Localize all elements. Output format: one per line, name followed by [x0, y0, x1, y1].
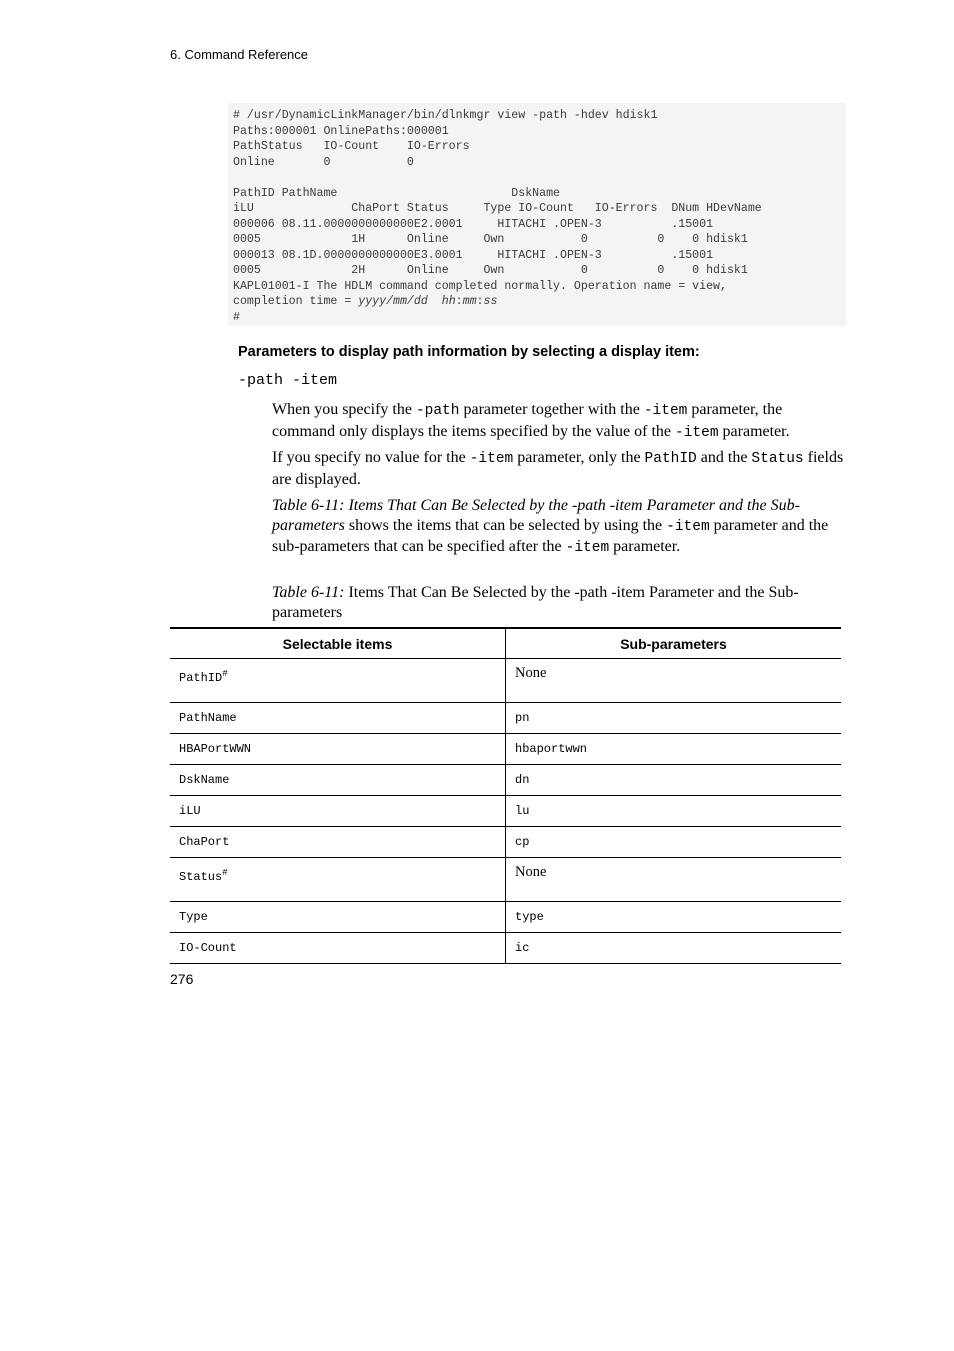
running-head: 6. Command Reference [170, 47, 309, 62]
example-line: # /usr/DynamicLinkManager/bin/dlnkmgr view -path -hdev hdisk1 [233, 109, 658, 122]
section-heading: Parameters to display path information by selecting a display item: [238, 344, 700, 360]
example-line: 000006 08.11.0000000000000E2.0001 HITACHI .OPEN-3 .15001 [233, 217, 714, 231]
footnote-mark: # [222, 669, 228, 679]
table-header-row [170, 628, 841, 659]
example-line: Paths:000001 OnlinePaths:000001 [233, 124, 449, 138]
column-header-selectable-items: Selectable items [170, 628, 506, 659]
sub-parameter-cell: None [506, 659, 842, 703]
table-caption-label: Table 6-11: [272, 584, 345, 601]
command-example-block [228, 103, 846, 326]
page-number: 276 [170, 971, 194, 987]
table-row [170, 827, 841, 858]
example-line: 000013 08.1D.0000000000000E3.0001 HITACHI .OPEN-3 .15001 [233, 248, 714, 262]
item-cell: Type [170, 902, 506, 933]
sub-parameter-cell: ic [506, 933, 842, 964]
completion-time-line: completion time = yyyy/mm/dd hh:mm:ss [233, 295, 498, 308]
table-row [170, 902, 841, 933]
table-row [170, 765, 841, 796]
example-line: PathID PathName DskName [233, 186, 560, 200]
example-line: PathStatus IO-Count IO-Errors [233, 140, 470, 153]
example-line: Online 0 0 [233, 155, 414, 169]
sub-parameter-cell: type [506, 902, 842, 933]
sub-parameter-cell: None [506, 858, 842, 902]
table-caption [272, 583, 847, 622]
column-header-sub-parameters: Sub-parameters [506, 628, 842, 659]
item-cell: Status# [170, 858, 506, 902]
table-row [170, 659, 841, 703]
item-cell: PathName [170, 703, 506, 734]
item-cell: HBAPortWWN [170, 734, 506, 765]
paragraph-table-reference: Table 6-11: Items That Can Be Selected by the -path -item Parameter and the Sub-parameters shows the items that can be selected by using the -item parameter and the sub-parameters that can be specified after the -item parameter. [272, 497, 829, 556]
item-cell: iLU [170, 796, 506, 827]
selectable-items-table [170, 627, 841, 964]
paragraph-default-fields: If you specify no value for the -item parameter, only the PathID and the Status fields are displayed. [272, 449, 844, 488]
sub-parameter-cell: cp [506, 827, 842, 858]
table-caption-title: Items That Can Be Selected by the -path -item Parameter and the Sub-parameters [272, 584, 799, 621]
table-row [170, 858, 841, 902]
item-cell: DskName [170, 765, 506, 796]
table-cross-reference-link[interactable]: Table 6-11: Items That Can Be Selected by the -path -item Parameter and the Sub-parameters [272, 497, 800, 534]
example-line: 0005 2H Online Own 0 0 0 hdisk1 [233, 264, 748, 277]
sub-parameter-cell: hbaportwwn [506, 734, 842, 765]
item-cell: IO-Count [170, 933, 506, 964]
example-line: 0005 1H Online Own 0 0 0 hdisk1 [233, 233, 748, 246]
example-line: KAPL01001-I The HDLM command completed normally. Operation name = view, [233, 279, 727, 293]
parameter-syntax: -path -item [238, 372, 338, 389]
table-row [170, 933, 841, 964]
table-row [170, 703, 841, 734]
example-line: iLU ChaPort Status Type IO-Count IO-Errors DNum HDevName [233, 202, 762, 215]
table-row [170, 796, 841, 827]
item-cell: PathID# [170, 659, 506, 703]
command-example-output [228, 103, 846, 325]
sub-parameter-cell: pn [506, 703, 842, 734]
paragraph-path-item: When you specify the -path parameter together with the -item parameter, the command only displays the items specified by the value of the -item parameter. [272, 401, 790, 441]
sub-parameter-cell: lu [506, 796, 842, 827]
table-row [170, 734, 841, 765]
item-cell: ChaPort [170, 827, 506, 858]
sub-parameter-cell: dn [506, 765, 842, 796]
prompt-line: # [233, 310, 240, 324]
footnote-mark: # [222, 868, 228, 878]
